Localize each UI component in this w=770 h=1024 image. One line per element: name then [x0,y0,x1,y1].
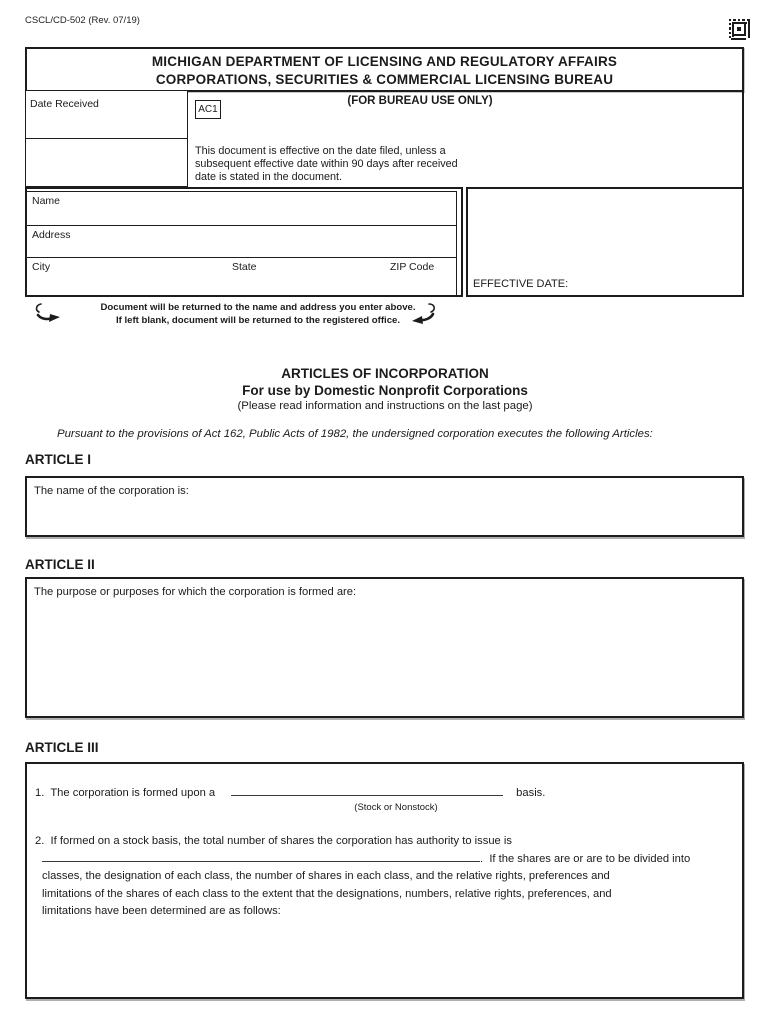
zip-code-label: ZIP Code [390,261,435,273]
date-received-field[interactable] [26,91,187,139]
article-2-prompt: The purpose or purposes for which the corporation is formed are: [34,586,357,598]
date-received-cells [25,91,188,187]
title-block [0,365,770,414]
city-label: City [32,261,51,273]
name-field[interactable] [27,192,456,226]
city-state-zip-field[interactable] [27,258,456,294]
return-notice-line-2: If left blank, document will be returned to the registered office. [115,314,401,326]
address-field[interactable] [27,226,456,258]
bureau-section-right-border [742,91,744,188]
date-received-label: Date Received [30,98,99,110]
article-3-section [25,762,744,999]
item-2-continuation: limitations of the shares of each class to the extent that the designations, numbers, relative rights, preferences, and [42,887,612,900]
article-2-input-area[interactable] [25,577,744,718]
address-label: Address [32,229,71,241]
header-box [25,47,744,92]
name-label: Name [32,195,61,207]
curved-return-arrow-icon [409,302,437,326]
item-1-suffix: basis. [516,787,546,799]
article-2-heading: ARTICLE II [25,557,95,572]
for-bureau-use-label: (FOR BUREAU USE ONLY) [347,95,493,107]
state-label: State [232,261,257,273]
return-address-block [25,187,463,297]
effective-date-field[interactable] [466,187,744,297]
header-line-2: CORPORATIONS, SECURITIES & COMMERCIAL LICENSING BUREAU [155,72,614,87]
return-notice [60,302,456,327]
stock-or-nonstock-hint: (Stock or Nonstock) [354,802,438,813]
item-2-intro: 2. If formed on a stock basis, the total number of shares the corporation has authority to issue is [35,835,512,847]
effective-date-label: EFFECTIVE DATE: [473,278,569,290]
curved-return-arrow-icon [33,301,61,325]
date-stamp-field[interactable] [26,139,187,185]
article-3-heading: ARTICLE III [25,740,99,755]
effective-date-note [195,145,475,184]
effective-note-line: subsequent effective date within 90 days after received [195,158,458,170]
form-number: CSCL/CD-502 (Rev. 07/19) [25,15,140,26]
pursuant-statement: Pursuant to the provisions of Act 162, Public Acts of 1982, the undersigned corporation executes the following Articles: [57,428,653,440]
article-1-heading: ARTICLE I [25,452,91,467]
item-2-continuation: limitations have been determined are as follows: [42,904,281,917]
document-subtitle: For use by Domestic Nonprofit Corporations [242,383,528,398]
effective-note-line: date is stated in the document. [195,171,343,183]
article-3-item-2 [35,833,737,920]
article-1-prompt: The name of the corporation is: [34,485,189,497]
document-title: ARTICLES OF INCORPORATION [281,366,489,381]
article-3-item-1 [35,784,736,799]
return-address-inner [27,191,457,295]
effective-note-line: This document is effective on the date filed, unless a [195,145,446,157]
article-1-input-area[interactable] [25,476,744,537]
barcode-icon [729,19,750,40]
document-instruction: (Please read information and instructions on the last page) [237,400,533,412]
item-1-text: 1. The corporation is formed upon a [35,787,216,799]
header-line-1: MICHIGAN DEPARTMENT OF LICENSING AND REGULATORY AFFAIRS [151,54,618,69]
shares-count-blank[interactable] [42,850,480,862]
ac1-code-label: AC1 [198,104,218,115]
item-2-after-blank: . If the shares are or are to be divided into [480,853,691,866]
item-2-continuation: classes, the designation of each class, the number of shares in each class, and the relative rights, preferences and [42,870,610,883]
ac1-code-box [195,100,221,119]
stock-basis-blank[interactable] [231,784,503,796]
return-notice-line-1: Document will be returned to the name and address you enter above. [100,302,416,313]
